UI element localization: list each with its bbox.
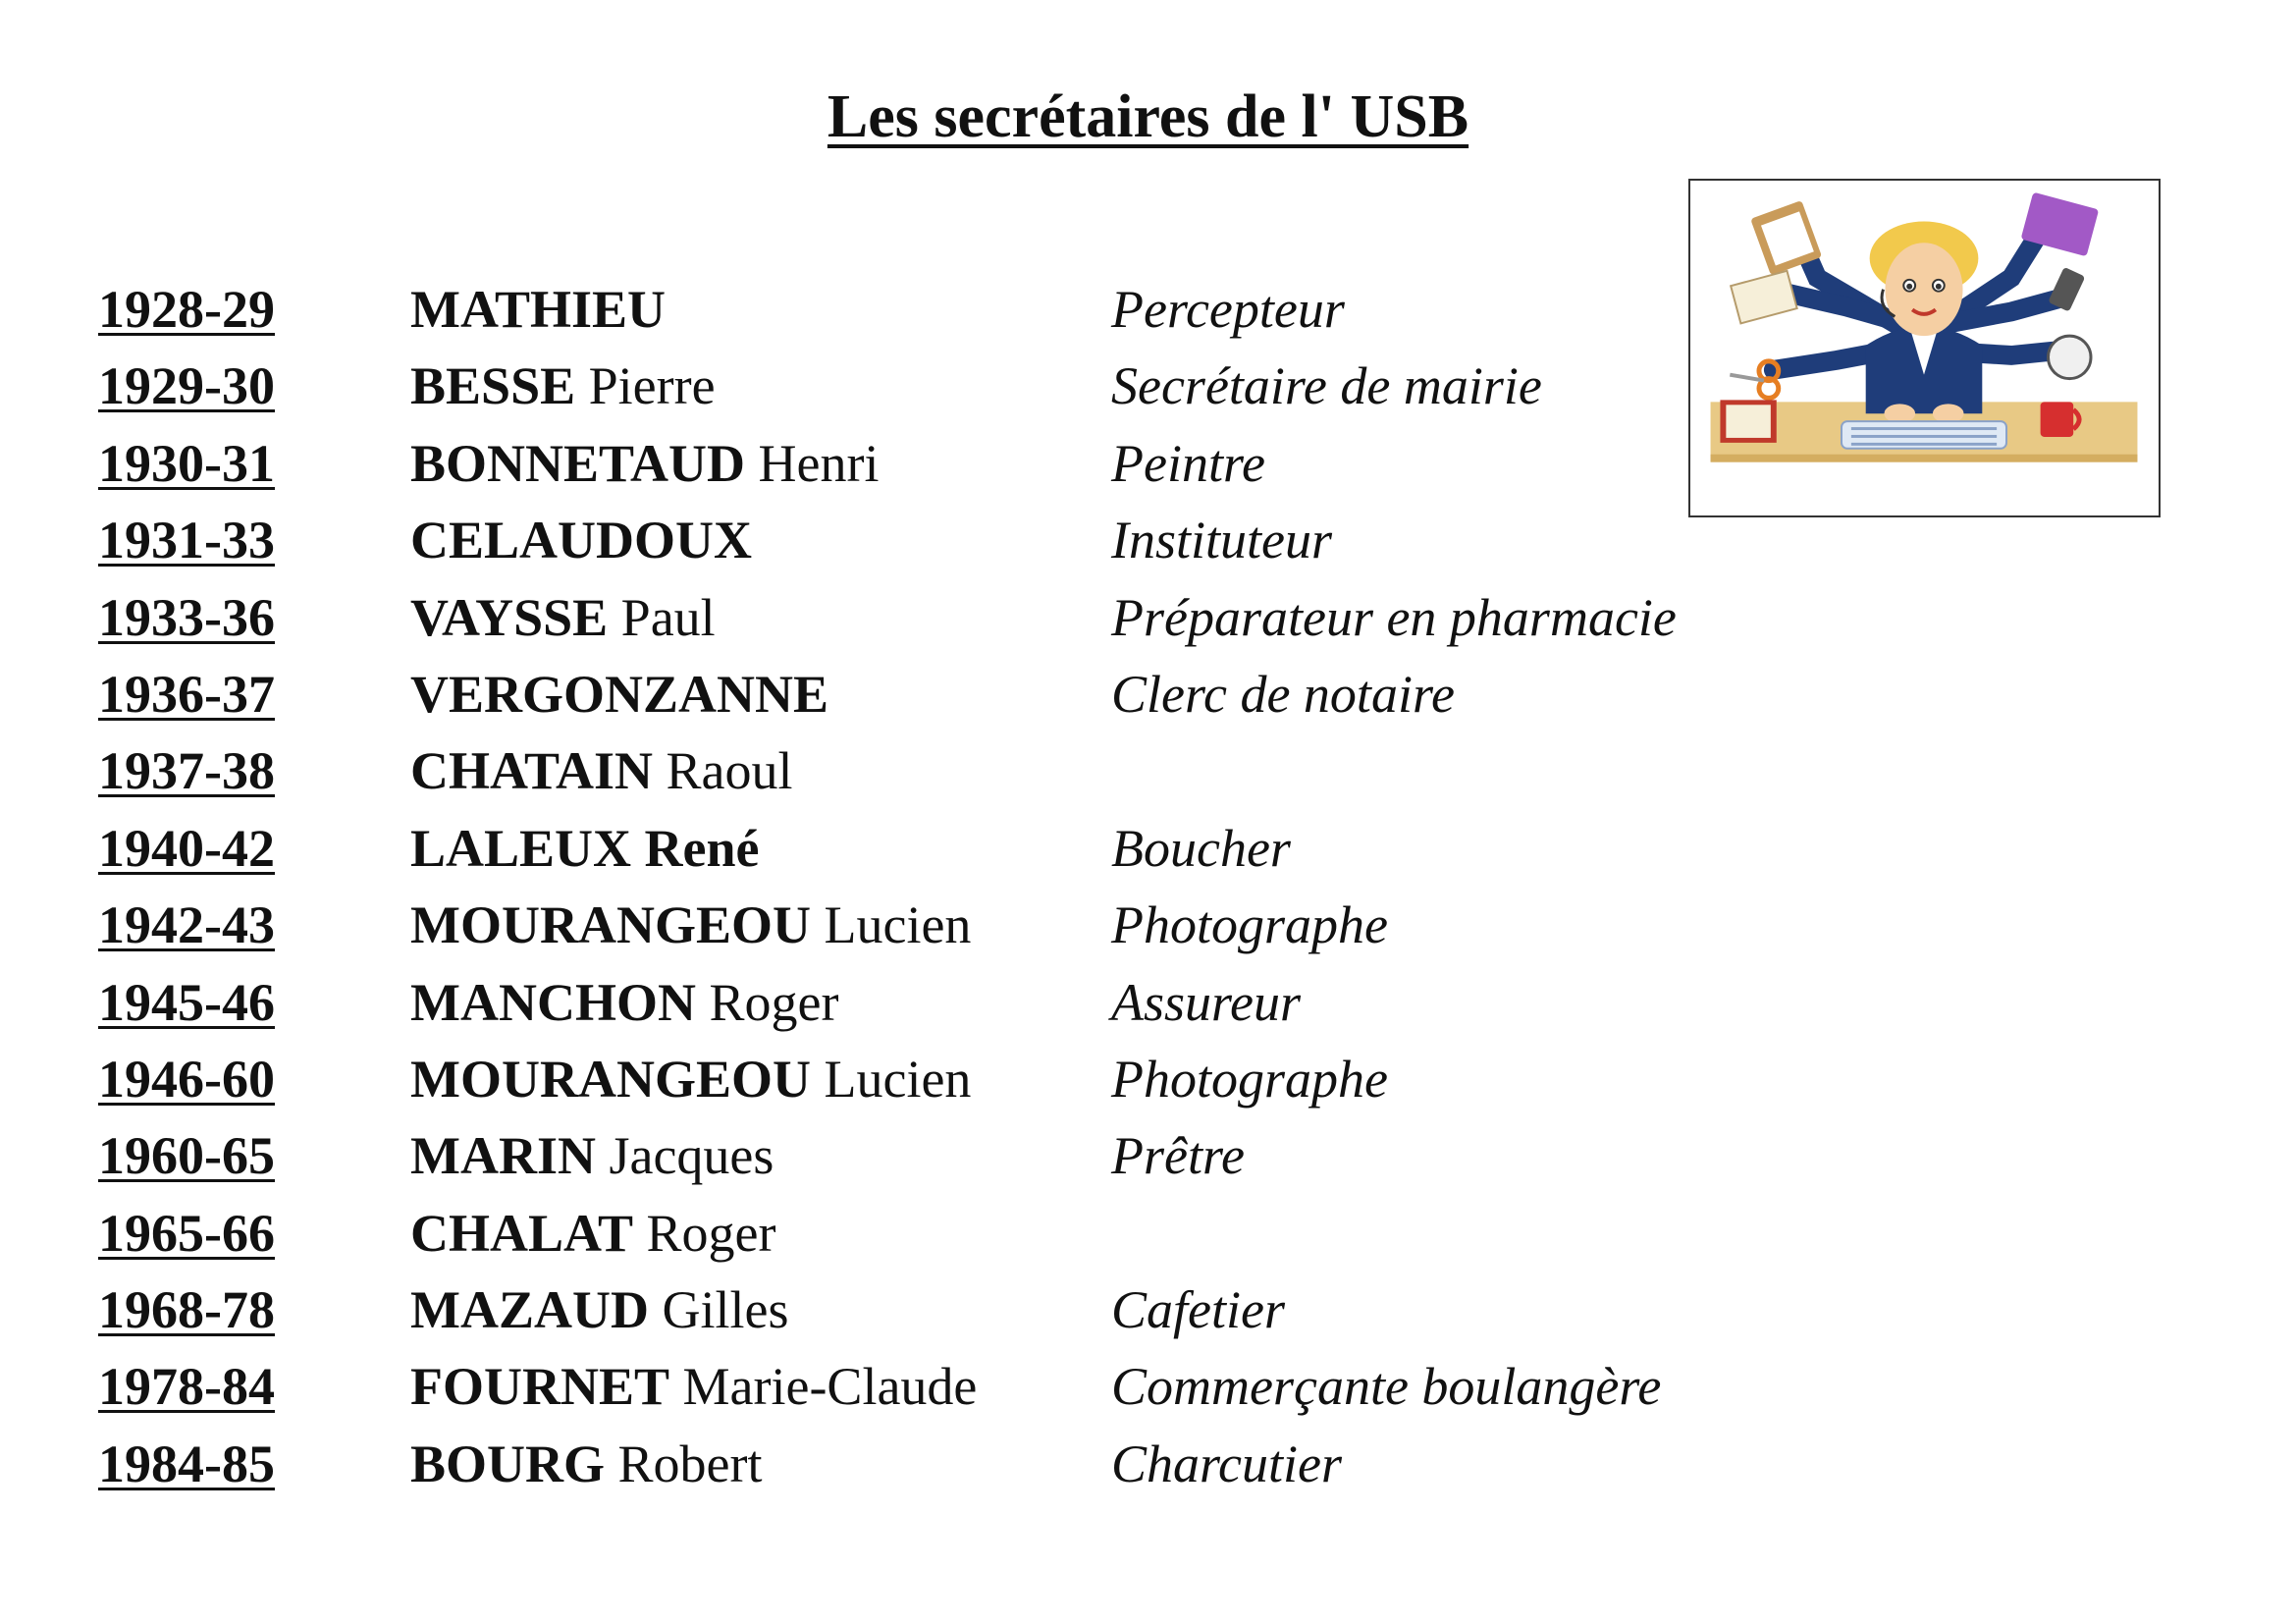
secretary-surname: VAYSSE [410, 587, 609, 647]
secretary-row [98, 579, 1718, 656]
term-period: 1960-65 [98, 1126, 275, 1186]
term-period: 1940-42 [98, 818, 275, 878]
secretary-first-name: Roger [646, 1203, 776, 1263]
secretary-occupation: Charcutier [1111, 1434, 1342, 1493]
secretary-occupation: Assureur [1111, 972, 1302, 1032]
secretary-row [98, 1348, 1718, 1425]
secretary-first-name: Jacques [609, 1126, 774, 1186]
secretary-surname: LALEUX René [410, 818, 760, 878]
secretary-name [410, 656, 828, 732]
secretary-surname: MOURANGEOU [410, 895, 811, 955]
secretary-row [98, 732, 1718, 809]
secretary-surname: BOURG [410, 1434, 606, 1493]
secretary-first-name: Lucien [824, 1049, 972, 1109]
secretary-row [98, 348, 1718, 424]
secretary-illustration [1688, 179, 2161, 517]
secretary-row [98, 1117, 1718, 1194]
secretary-occupation: Commerçante boulangère [1111, 1357, 1662, 1417]
secretary-first-name: Pierre [588, 356, 716, 416]
secretary-name [410, 1195, 776, 1272]
secretary-name [410, 1272, 788, 1348]
term-period: 1945-46 [98, 972, 275, 1032]
secretary-row [98, 425, 1718, 502]
term-period: 1968-78 [98, 1280, 275, 1340]
term-period: 1978-84 [98, 1357, 275, 1417]
secretary-row [98, 1272, 1718, 1348]
secretary-row [98, 1195, 1718, 1272]
term-period: 1984-85 [98, 1434, 275, 1493]
secretary-surname: MOURANGEOU [410, 1049, 811, 1109]
secretary-surname: FOURNET [410, 1357, 670, 1417]
secretary-row [98, 1426, 1718, 1502]
term-period: 1929-30 [98, 356, 275, 416]
secretary-surname: BONNETAUD [410, 433, 746, 493]
secretary-name [410, 964, 838, 1041]
secretary-occupation: Percepteur [1111, 280, 1345, 339]
secretary-name [410, 271, 666, 348]
secretary-row [98, 656, 1718, 732]
term-period: 1936-37 [98, 664, 275, 724]
secretary-name [410, 579, 716, 656]
secretary-row [98, 964, 1718, 1041]
term-period: 1965-66 [98, 1203, 275, 1263]
secretary-surname: VERGONZANNE [410, 664, 829, 724]
secretary-name [410, 502, 752, 578]
secretary-surname: MATHIEU [410, 280, 667, 339]
secretary-row [98, 502, 1718, 578]
secretary-row [98, 1041, 1718, 1117]
secretary-surname: MANCHON [410, 972, 696, 1032]
secretary-first-name: Roger [709, 972, 839, 1032]
page-title: Les secrétaires de l' USB [827, 83, 1469, 150]
secretary-surname: MARIN [410, 1126, 596, 1186]
secretaries-list [98, 271, 1718, 1502]
secretary-surname: MAZAUD [410, 1280, 649, 1340]
secretary-occupation: Peintre [1111, 433, 1265, 493]
secretary-name [410, 887, 971, 963]
secretary-occupation: Instituteur [1111, 511, 1332, 570]
secretary-occupation: Photographe [1111, 895, 1388, 955]
secretary-occupation: Préparateur en pharmacie [1111, 587, 1677, 647]
secretary-occupation: Boucher [1111, 818, 1291, 878]
secretary-first-name: Gilles [662, 1280, 789, 1340]
secretary-name [410, 348, 716, 424]
secretary-first-name: Henri [758, 433, 880, 493]
term-period: 1931-33 [98, 511, 275, 570]
term-period: 1946-60 [98, 1049, 275, 1109]
secretary-name [410, 425, 880, 502]
term-period: 1933-36 [98, 587, 275, 647]
secretary-first-name: Raoul [666, 741, 793, 801]
term-period: 1937-38 [98, 741, 275, 801]
secretary-surname: CHALAT [410, 1203, 634, 1263]
secretary-first-name: Robert [617, 1434, 763, 1493]
secretary-row [98, 271, 1718, 348]
secretary-surname: CHATAIN [410, 741, 654, 801]
secretary-row [98, 887, 1718, 963]
secretary-surname: CELAUDOUX [410, 511, 753, 570]
secretary-first-name: Lucien [824, 895, 972, 955]
term-period: 1928-29 [98, 280, 275, 339]
secretary-name [410, 1041, 971, 1117]
secretary-name [410, 810, 760, 887]
secretary-occupation: Cafetier [1111, 1280, 1285, 1340]
secretary-name [410, 732, 793, 809]
secretary-occupation: Clerc de notaire [1111, 664, 1455, 724]
secretary-name [410, 1348, 977, 1425]
secretary-occupation: Secrétaire de mairie [1111, 356, 1542, 416]
secretary-surname: BESSE [410, 356, 576, 416]
term-period: 1942-43 [98, 895, 275, 955]
secretary-name [410, 1426, 763, 1502]
secretary-occupation: Photographe [1111, 1049, 1388, 1109]
secretary-first-name: Paul [620, 587, 716, 647]
secretary-name [410, 1117, 774, 1194]
secretary-row [98, 810, 1718, 887]
term-period: 1930-31 [98, 433, 275, 493]
busy-secretary-illustration-icon [1690, 181, 2159, 515]
secretary-occupation: Prêtre [1111, 1126, 1245, 1186]
secretary-first-name: Marie-Claude [682, 1357, 978, 1417]
